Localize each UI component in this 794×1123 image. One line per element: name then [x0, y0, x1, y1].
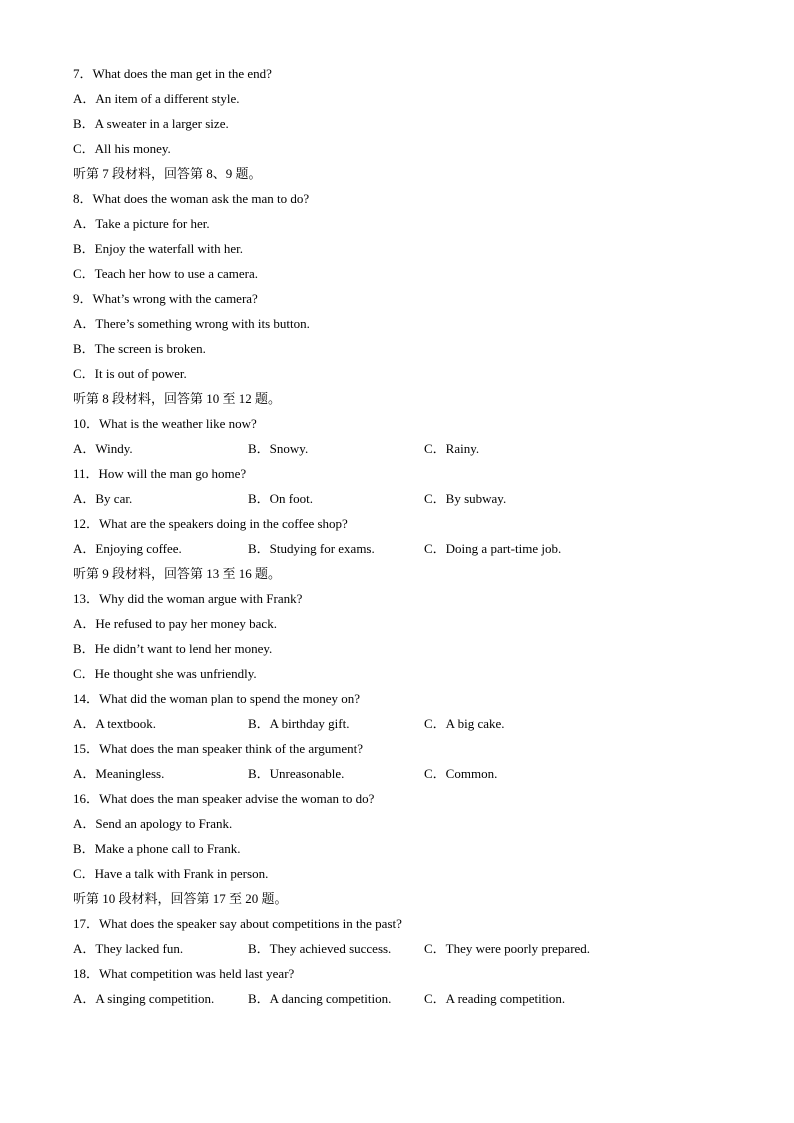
- question-stem: 15．What does the man speaker think of the argument?: [73, 741, 364, 756]
- question-stem: 17．What does the speaker say about competitions in the past?: [73, 916, 402, 931]
- answer-option: A．Take a picture for her.: [73, 216, 210, 231]
- answer-option: C．Have a talk with Frank in person.: [73, 866, 269, 881]
- answer-option: A．Send an apology to Frank.: [73, 816, 233, 831]
- answer-option: C．It is out of power.: [73, 366, 187, 381]
- answer-option: A．An item of a different style.: [73, 91, 240, 106]
- question-stem: 8．What does the woman ask the man to do?: [73, 191, 310, 206]
- option-b: B．A birthday gift.: [248, 716, 350, 731]
- answer-option: B．He didn’t want to lend her money.: [73, 641, 273, 656]
- question-stem: 12．What are the speakers doing in the coffee shop?: [73, 516, 348, 531]
- answer-option: B．Enjoy the waterfall with her.: [73, 241, 244, 256]
- option-b: B．Studying for exams.: [248, 541, 375, 556]
- answer-option: C．He thought she was unfriendly.: [73, 666, 257, 681]
- question-stem: 18．What competition was held last year?: [73, 966, 295, 981]
- option-row: [73, 489, 753, 514]
- option-row: [73, 764, 753, 789]
- option-c: C．They were poorly prepared.: [424, 941, 591, 956]
- question-stem: 11．How will the man go home?: [73, 466, 247, 481]
- section-instruction: 听第 9 段材料，回答第 13 至 16 题。: [73, 566, 282, 581]
- answer-option: C．All his money.: [73, 141, 171, 156]
- answer-option: B．A sweater in a larger size.: [73, 116, 229, 131]
- question-stem: 13．Why did the woman argue with Frank?: [73, 591, 303, 606]
- question-stem: 14．What did the woman plan to spend the money on?: [73, 691, 361, 706]
- question-stem: 9．What’s wrong with the camera?: [73, 291, 258, 306]
- option-c: C．A reading competition.: [424, 991, 566, 1006]
- answer-option: A．There’s something wrong with its button.: [73, 316, 310, 331]
- answer-option: C．Teach her how to use a camera.: [73, 266, 258, 281]
- answer-option: B．Make a phone call to Frank.: [73, 841, 241, 856]
- answer-option: B．The screen is broken.: [73, 341, 206, 356]
- question-stem: 10．What is the weather like now?: [73, 416, 257, 431]
- answer-option: A．He refused to pay her money back.: [73, 616, 277, 631]
- question-stem: 16．What does the man speaker advise the woman to do?: [73, 791, 375, 806]
- option-b: B．On foot.: [248, 491, 314, 506]
- option-c: C．Rainy.: [424, 441, 480, 456]
- option-c: C．A big cake.: [424, 716, 505, 731]
- option-a: A．Enjoying coffee.: [73, 541, 182, 556]
- option-row: [73, 539, 753, 564]
- option-c: C．Common.: [424, 766, 498, 781]
- section-instruction: 听第 7 段材料，回答第 8、9 题。: [73, 166, 262, 181]
- section-instruction: 听第 10 段材料，回答第 17 至 20 题。: [73, 891, 288, 906]
- option-a: A．Windy.: [73, 441, 133, 456]
- option-a: A．A textbook.: [73, 716, 157, 731]
- option-a: A．Meaningless.: [73, 766, 165, 781]
- option-a: A．By car.: [73, 491, 133, 506]
- exam-page: [73, 64, 753, 1014]
- option-c: C．By subway.: [424, 491, 507, 506]
- option-c: C．Doing a part-time job.: [424, 541, 562, 556]
- option-row: [73, 439, 753, 464]
- option-b: B．Unreasonable.: [248, 766, 345, 781]
- option-row: [73, 939, 753, 964]
- option-a: A．They lacked fun.: [73, 941, 184, 956]
- option-row: [73, 989, 753, 1014]
- question-stem: 7．What does the man get in the end?: [73, 66, 272, 81]
- section-instruction: 听第 8 段材料，回答第 10 至 12 题。: [73, 391, 282, 406]
- option-a: A．A singing competition.: [73, 991, 215, 1006]
- option-b: B．A dancing competition.: [248, 991, 392, 1006]
- option-b: B．Snowy.: [248, 441, 309, 456]
- option-row: [73, 714, 753, 739]
- option-b: B．They achieved success.: [248, 941, 392, 956]
